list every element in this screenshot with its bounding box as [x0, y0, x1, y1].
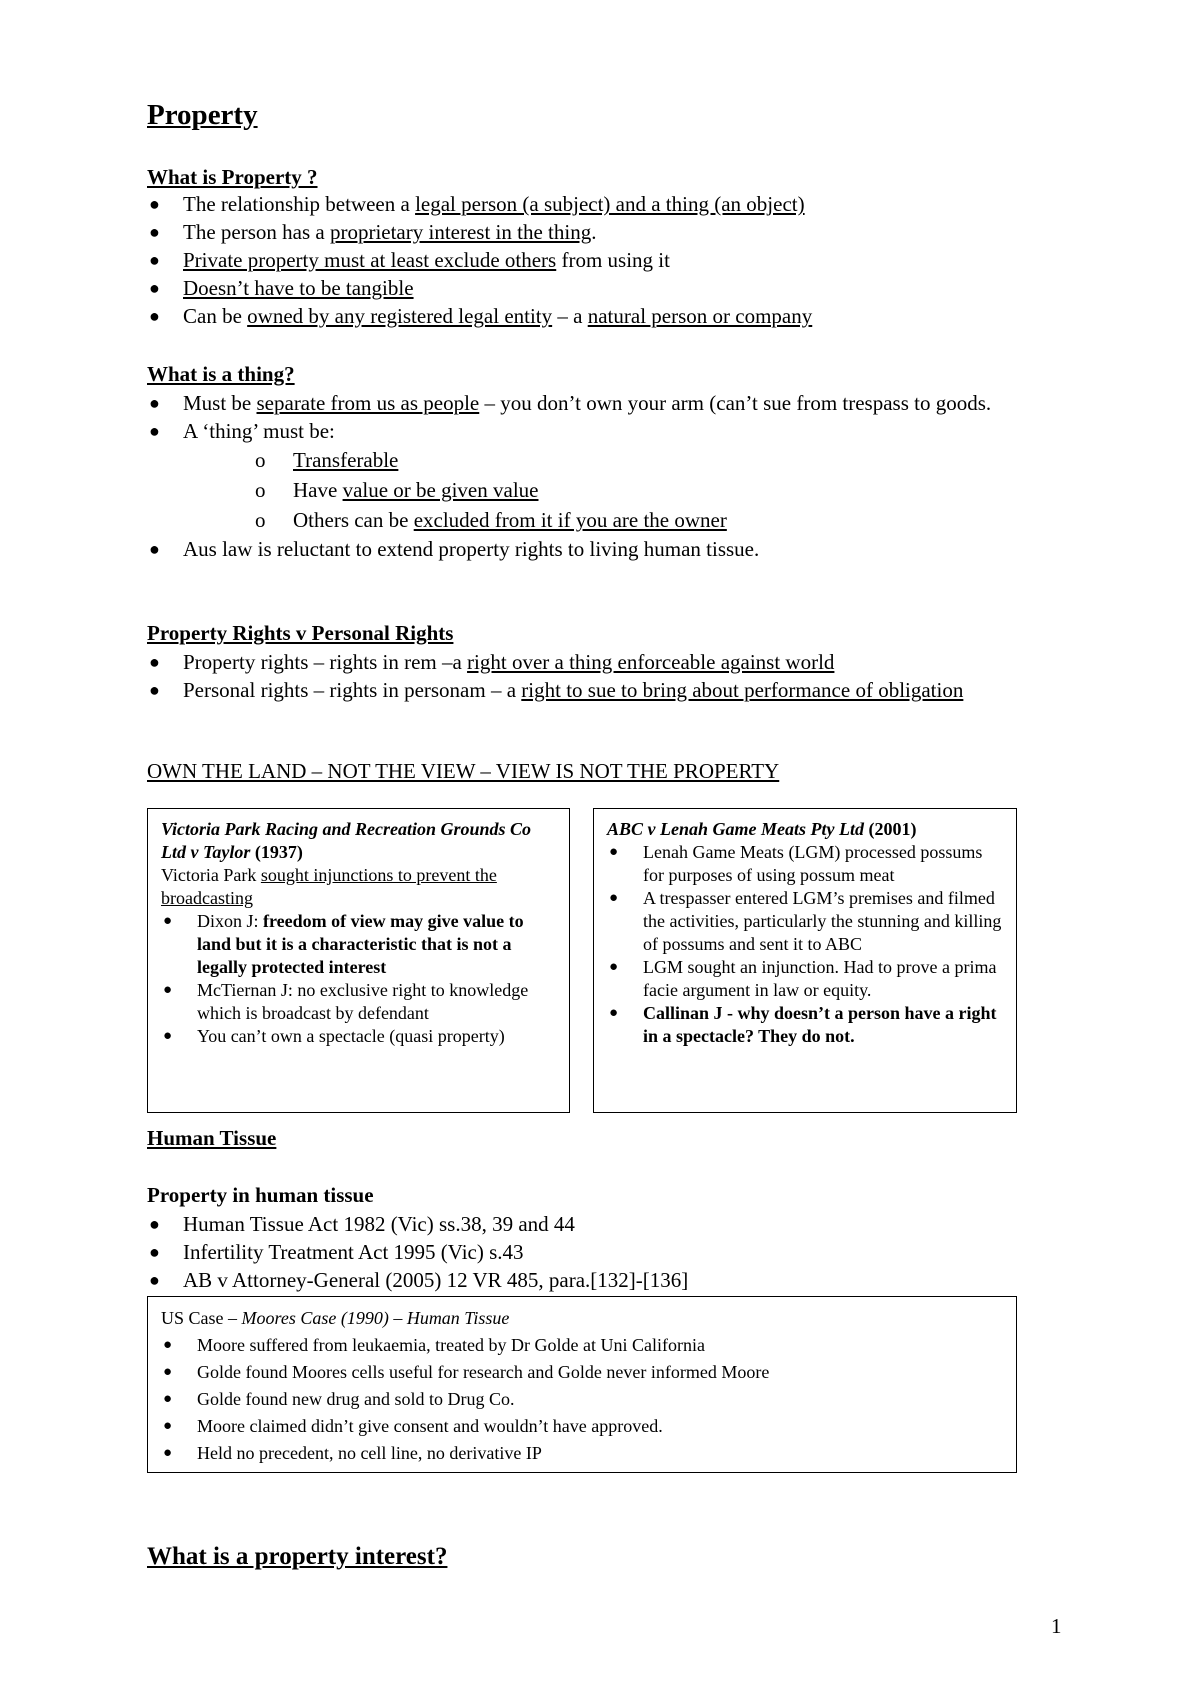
heading-what-is-property: What is Property ? — [147, 165, 318, 189]
list-item: ● A ‘thing’ must be: — [149, 419, 335, 443]
heading-own-the-land: OWN THE LAND – NOT THE VIEW – VIEW IS NOT THE PROPERTY — [147, 759, 780, 783]
list-item: ● McTiernan J: no exclusive right to knowledge which is broadcast by defendant — [163, 980, 529, 1023]
list-human-tissue — [147, 1210, 1027, 1294]
bullet-icon: ● — [163, 1445, 173, 1461]
list-item: ● The relationship between a legal person (a subject) and a thing (an object) — [149, 192, 805, 216]
bullet-icon: ● — [149, 278, 160, 298]
list-item: ● Doesn’t have to be tangible — [149, 276, 414, 300]
list-item: ● Property rights – rights in rem –a right over a thing enforceable against world — [149, 650, 835, 674]
heading-what-is-a-thing: What is a thing? — [147, 362, 295, 386]
sub-list-item: o Transferable — [147, 445, 1077, 475]
circle-bullet-icon: o — [255, 508, 266, 532]
subheading-property-in-human-tissue: Property in human tissue — [147, 1183, 374, 1207]
bullet-icon: ● — [149, 194, 160, 214]
bullet-icon: ● — [149, 250, 160, 270]
bullet-icon: ● — [609, 959, 619, 975]
case-box-abc-lenah — [593, 808, 1017, 1113]
list-item: ● Callinan J - why doesn’t a person have a right in a spectacle? They do not. — [609, 1003, 997, 1046]
case-heading-victoria-park: Victoria Park Racing and Recreation Grounds Co Ltd v Taylor (1937) — [161, 819, 532, 862]
list-item: ● Dixon J: freedom of view may give value to land but it is a characteristic that is not a legally protected interest — [163, 911, 524, 977]
list-item: ● Held no precedent, no cell line, no derivative IP — [161, 1440, 1004, 1467]
list-rights — [147, 648, 1027, 704]
list-item: ● LGM sought an injunction. Had to prove a prima facie argument in law or equity. — [609, 957, 997, 1000]
bullet-icon: ● — [163, 1418, 173, 1434]
heading-property-vs-personal-rights: Property Rights v Personal Rights — [147, 621, 454, 645]
bullet-icon: ● — [163, 1391, 173, 1407]
circle-bullet-icon: o — [255, 478, 266, 502]
page-number: 1 — [1051, 1614, 1062, 1638]
bullet-icon: ● — [163, 1364, 173, 1380]
heading-what-is-a-property-interest: What is a property interest? — [147, 1543, 448, 1570]
list-what-is-property — [147, 190, 1107, 330]
bullet-icon: ● — [163, 913, 173, 929]
list-item: ● Golde found Moores cells useful for research and Golde never informed Moore — [161, 1359, 1004, 1386]
page-title: Property — [147, 99, 258, 131]
list-item: ● Personal rights – rights in personam – a right to sue to bring about performance of obligation — [149, 678, 964, 702]
list-item: ● Can be owned by any registered legal entity – a natural person or company — [149, 304, 813, 328]
list-item: ● AB v Attorney-General (2005) 12 VR 485, para.[132]-[136] — [149, 1268, 689, 1292]
list-item: ● Lenah Game Meats (LGM) processed possums for purposes of using possum meat — [609, 842, 983, 885]
sublist-thing-requirements — [147, 445, 1077, 535]
bullet-icon: ● — [149, 1270, 160, 1290]
list-what-is-thing-cont — [147, 535, 1077, 563]
bullet-icon: ● — [149, 306, 160, 326]
bullet-icon: ● — [149, 680, 160, 700]
bullet-icon: ● — [149, 421, 160, 441]
bullet-icon: ● — [163, 1337, 173, 1353]
case-box-victoria-park — [147, 808, 570, 1113]
list-item: ● Must be separate from us as people – you don’t own your arm (can’t sue from trespass to goods. — [149, 391, 992, 415]
bullet-icon: ● — [163, 1028, 173, 1044]
bullet-icon: ● — [149, 1214, 160, 1234]
sub-list-item: o Others can be excluded from it if you are the owner — [147, 505, 1077, 535]
list-item: ● Private property must at least exclude others from using it — [149, 248, 670, 272]
case-heading-abc-lenah: ABC v Lenah Game Meats Pty Ltd (2001) — [607, 819, 917, 839]
case-points — [161, 910, 557, 1048]
case-intro: Victoria Park sought injunctions to prevent the broadcasting — [161, 865, 497, 908]
bullet-icon: ● — [149, 652, 160, 672]
bullet-icon: ● — [609, 890, 619, 906]
list-what-is-thing — [147, 389, 1077, 445]
list-item: ● Moore suffered from leukaemia, treated by Dr Golde at Uni California — [161, 1332, 1004, 1359]
list-item: ● Aus law is reluctant to extend property rights to living human tissue. — [149, 537, 760, 561]
bullet-icon: ● — [163, 982, 173, 998]
case-box-moore — [147, 1296, 1017, 1473]
list-item: ● A trespasser entered LGM’s premises and filmed the activities, particularly the stunning and killing of possums and sent it to ABC — [609, 888, 1002, 954]
sub-list-item: o Have value or be given value — [147, 475, 1077, 505]
bullet-icon: ● — [149, 1242, 160, 1262]
case-points — [161, 1332, 1004, 1467]
list-item: ● Moore claimed didn’t give consent and wouldn’t have approved. — [161, 1413, 1004, 1440]
list-item: ● Golde found new drug and sold to Drug Co. — [161, 1386, 1004, 1413]
list-item: ● The person has a proprietary interest in the thing. — [149, 220, 597, 244]
bullet-icon: ● — [609, 1005, 619, 1021]
case-heading-moore: US Case – Moores Case (1990) – Human Tissue — [161, 1308, 510, 1328]
bullet-icon: ● — [149, 393, 160, 413]
case-points — [607, 841, 1004, 1048]
bullet-icon: ● — [609, 844, 619, 860]
bullet-icon: ● — [149, 222, 160, 242]
list-item: ● Human Tissue Act 1982 (Vic) ss.38, 39 and 44 — [149, 1212, 575, 1236]
circle-bullet-icon: o — [255, 448, 266, 472]
list-item: ● Infertility Treatment Act 1995 (Vic) s.43 — [149, 1240, 524, 1264]
what-is-thing-block — [147, 389, 1077, 563]
bullet-icon: ● — [149, 539, 160, 559]
list-item: ● You can’t own a spectacle (quasi property) — [163, 1026, 505, 1046]
heading-human-tissue: Human Tissue — [147, 1126, 277, 1150]
